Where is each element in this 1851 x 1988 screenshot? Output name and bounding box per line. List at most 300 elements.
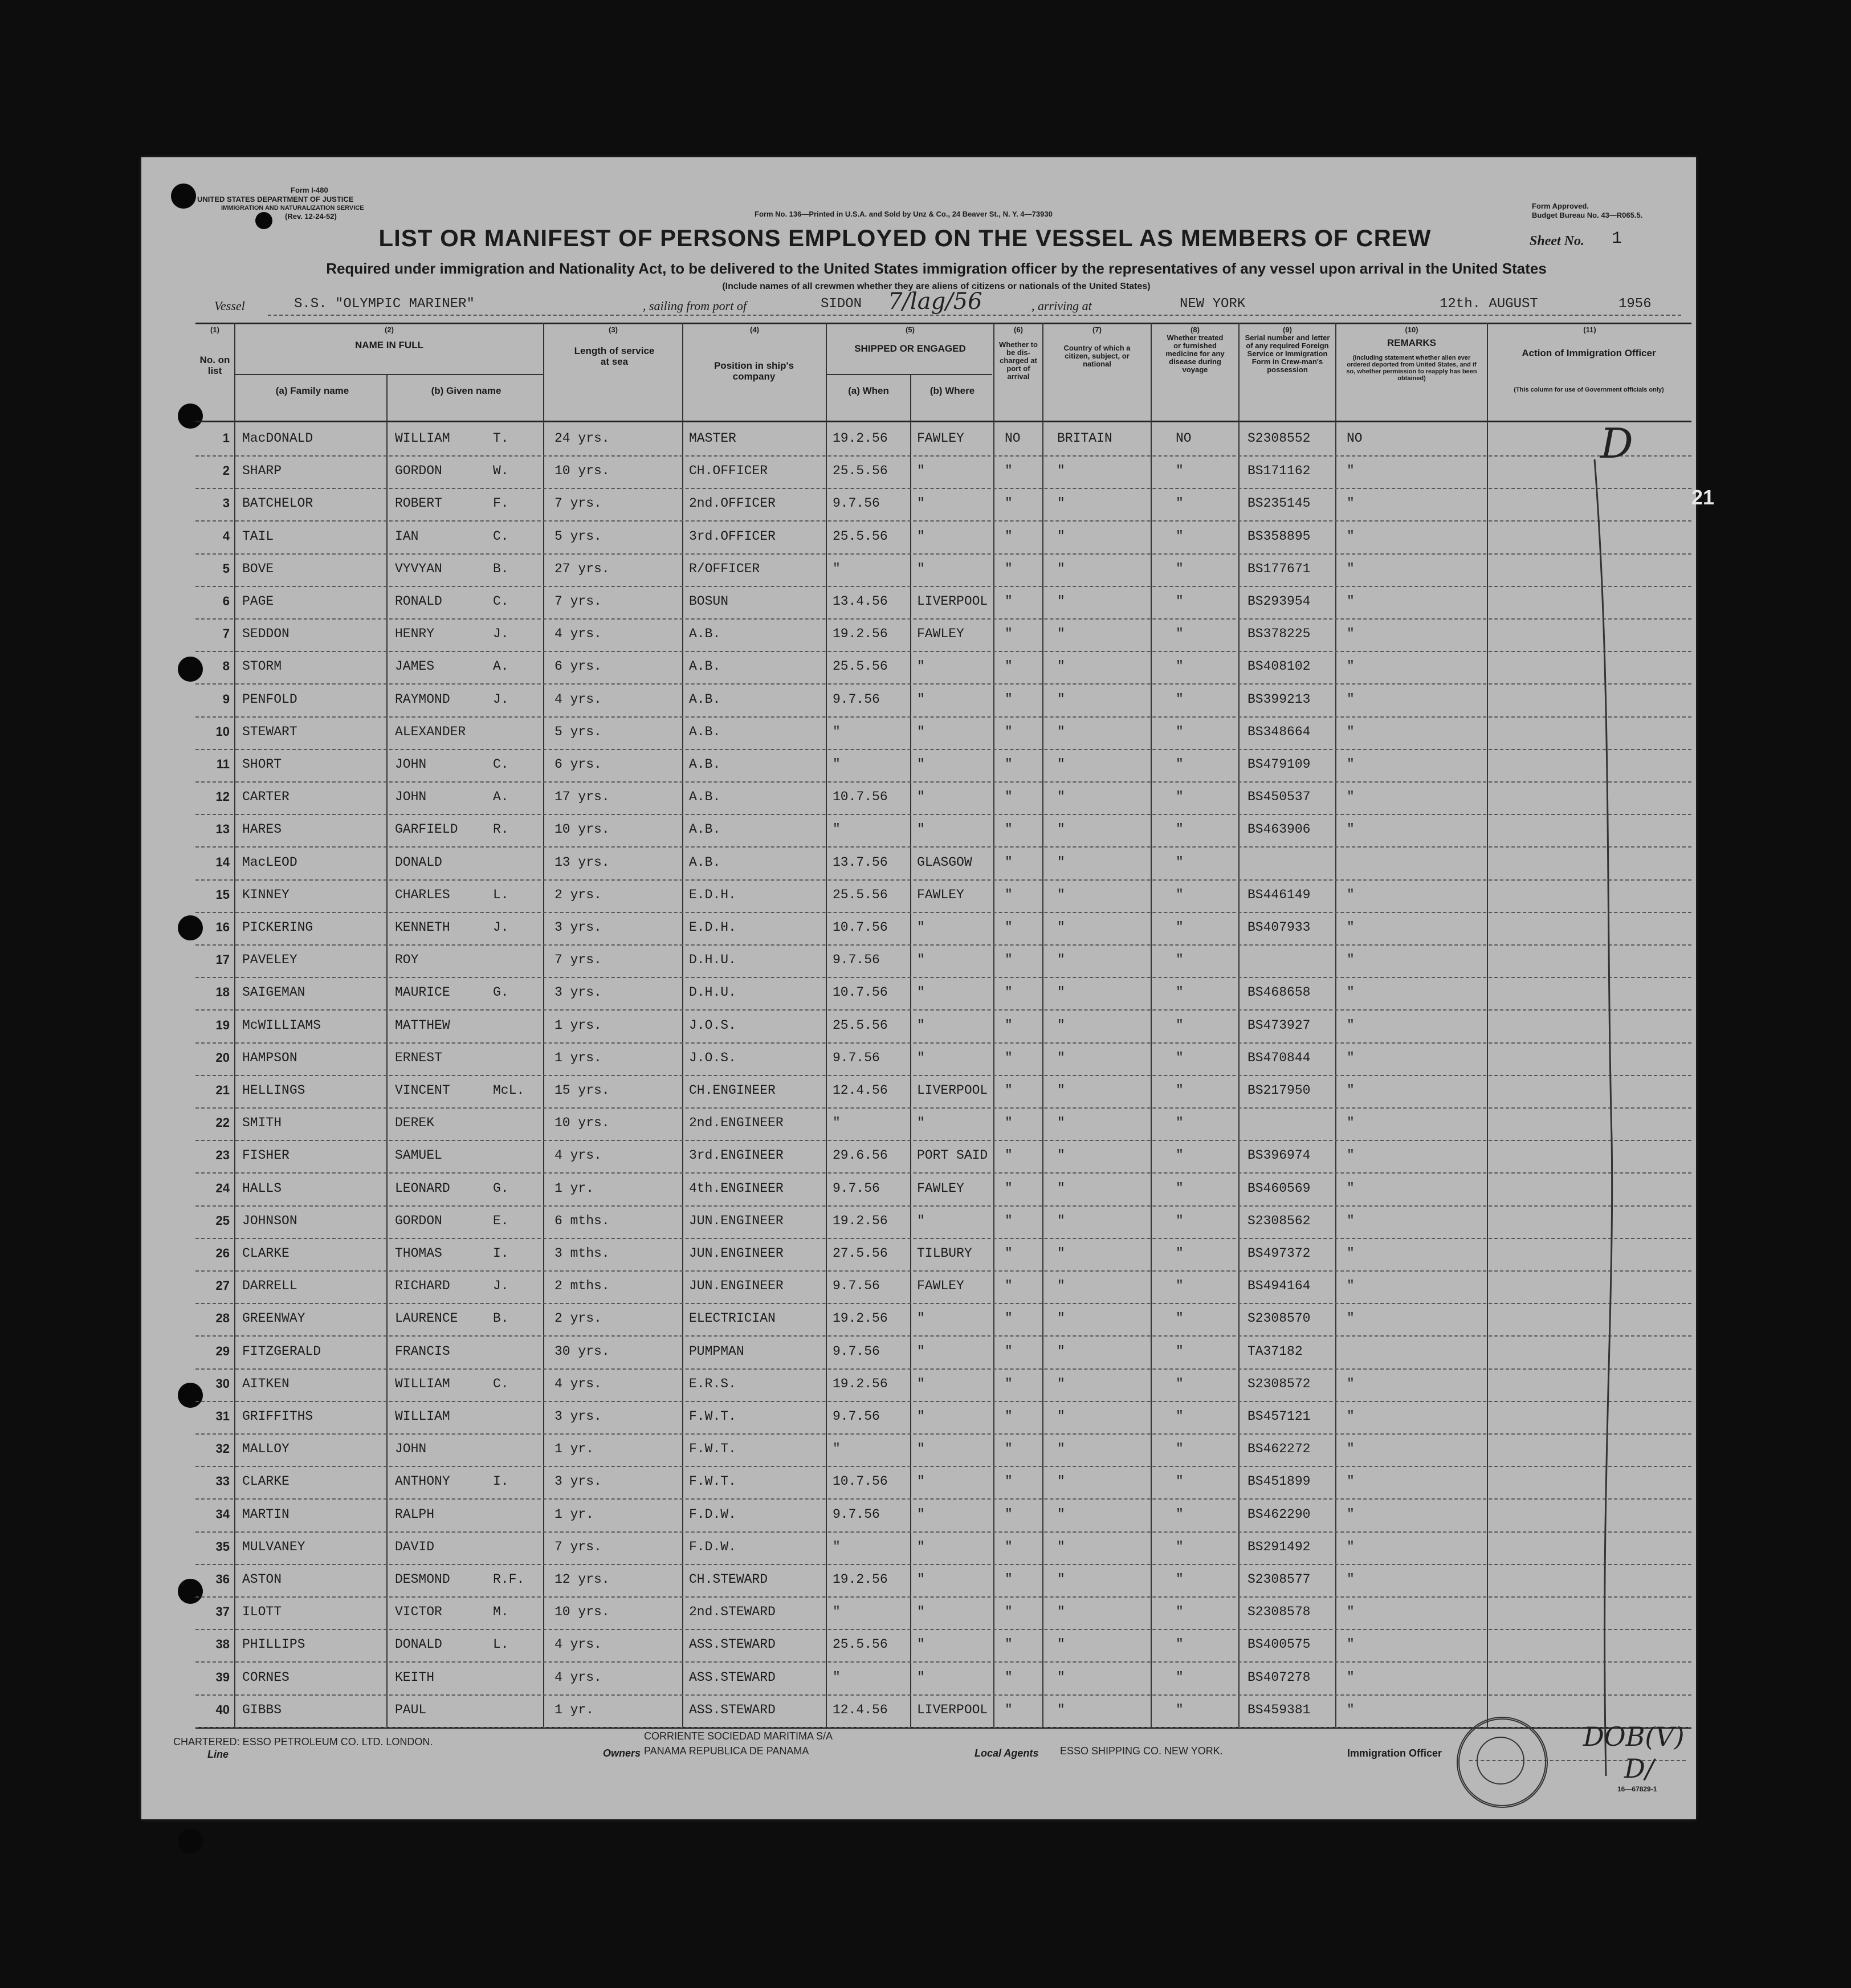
ship-position: D.H.U. <box>689 952 736 968</box>
service-length: 4 yrs. <box>555 1637 602 1652</box>
col9-number: (9) <box>1283 325 1292 334</box>
ship-position: F.D.W. <box>689 1539 736 1554</box>
engaged-where: " <box>917 1343 925 1359</box>
service-length: 3 mths. <box>555 1246 610 1261</box>
service-length: 1 yr. <box>555 1506 594 1522</box>
given-name: GORDON <box>395 1213 442 1228</box>
col1-header: No. on list <box>199 355 230 376</box>
family-name: FITZGERALD <box>242 1343 321 1359</box>
country: " <box>1057 659 1065 674</box>
sheet-number: 1 <box>1612 229 1622 248</box>
serial-number: BS462272 <box>1247 1441 1311 1457</box>
initial: I. <box>493 1474 509 1489</box>
row-number: 33 <box>215 1474 230 1489</box>
row-number: 2 <box>222 463 230 478</box>
row-number: 1 <box>222 431 230 445</box>
serial-number: BS463906 <box>1247 822 1311 837</box>
family-name: GRIFFITHS <box>242 1409 313 1424</box>
serial-number: BS407933 <box>1247 920 1311 935</box>
table-row <box>195 651 1691 685</box>
discharge-status: " <box>1005 594 1013 609</box>
engaged-when: " <box>833 1115 841 1131</box>
family-name: ILOTT <box>242 1604 282 1620</box>
given-name: RAYMOND <box>395 691 450 707</box>
table-row <box>195 1238 1691 1272</box>
initial: J. <box>493 920 509 935</box>
country: " <box>1057 1669 1065 1685</box>
service-length: 10 yrs. <box>555 1115 610 1131</box>
given-name: MAURICE <box>395 985 450 1000</box>
service-length: 1 yrs. <box>555 1017 602 1033</box>
remarks: " <box>1347 1050 1355 1065</box>
given-name: HENRY <box>395 626 435 642</box>
given-name: JOHN <box>395 1441 427 1457</box>
ship-position: 2nd.ENGINEER <box>689 1115 784 1131</box>
country: " <box>1057 985 1065 1000</box>
col9-header: Serial number and letter of any required Foreign Service or Immigration Form in Crew-man's possession <box>1245 333 1330 374</box>
remarks: " <box>1347 594 1355 609</box>
row-number: 6 <box>222 594 230 608</box>
engaged-when: 19.2.56 <box>833 1376 888 1391</box>
sailing-label: , sailing from port of <box>643 299 747 313</box>
family-name: MacLEOD <box>242 854 297 870</box>
family-name: AITKEN <box>242 1376 290 1391</box>
remarks: " <box>1347 1474 1355 1489</box>
serial-number: BS494164 <box>1247 1278 1311 1294</box>
medicine-status: " <box>1176 1050 1184 1065</box>
remarks: " <box>1347 496 1355 511</box>
agents-label: Local Agents <box>975 1747 1039 1759</box>
table-row <box>195 1466 1691 1500</box>
engaged-when: 19.2.56 <box>833 1311 888 1326</box>
country: " <box>1057 463 1065 479</box>
given-name: DESMOND <box>395 1572 450 1587</box>
discharge-status: " <box>1005 1637 1013 1652</box>
given-name: JAMES <box>395 659 435 674</box>
row-number: 35 <box>215 1539 230 1554</box>
medicine-status: NO <box>1176 431 1192 446</box>
service-length: 1 yrs. <box>555 1050 602 1065</box>
initial: C. <box>493 594 509 609</box>
family-name: PAVELEY <box>242 952 297 968</box>
ship-position: MASTER <box>689 431 736 446</box>
engaged-where: " <box>917 822 925 837</box>
engaged-when: 9.7.56 <box>833 691 880 707</box>
table-row <box>195 455 1691 489</box>
country: " <box>1057 1180 1065 1196</box>
service-length: 12 yrs. <box>555 1572 610 1587</box>
serial-number: BS479109 <box>1247 757 1311 772</box>
country: " <box>1057 789 1065 805</box>
family-name: MULVANEY <box>242 1539 305 1554</box>
table-row <box>195 977 1691 1011</box>
service-length: 7 yrs. <box>555 496 602 511</box>
serial-number: BS408102 <box>1247 659 1311 674</box>
country: " <box>1057 1343 1065 1359</box>
table-row <box>195 521 1691 555</box>
discharge-status: " <box>1005 1539 1013 1554</box>
engaged-where: TILBURY <box>917 1246 972 1261</box>
medicine-status: " <box>1176 594 1184 609</box>
ship-position: CH.STEWARD <box>689 1572 768 1587</box>
engaged-when: 9.7.56 <box>833 1506 880 1522</box>
engaged-where: " <box>917 920 925 935</box>
discharge-status: " <box>1005 1115 1013 1131</box>
family-name: STORM <box>242 659 282 674</box>
engaged-where: " <box>917 1539 925 1554</box>
handwritten-mark: D <box>1600 419 1633 467</box>
remarks: " <box>1347 724 1355 739</box>
col3-header: Length of service at sea <box>574 345 655 367</box>
discharge-status: " <box>1005 887 1013 902</box>
discharge-status: " <box>1005 1148 1013 1163</box>
remarks: " <box>1347 1148 1355 1163</box>
punch-hole <box>171 184 196 209</box>
ship-position: ASS.STEWARD <box>689 1702 776 1717</box>
given-name: RICHARD <box>395 1278 450 1294</box>
discharge-status: " <box>1005 1409 1013 1424</box>
discharge-status: " <box>1005 1669 1013 1685</box>
serial-number: BS348664 <box>1247 724 1311 739</box>
sheet-label: Sheet No. <box>1530 234 1584 248</box>
service-length: 4 yrs. <box>555 1376 602 1391</box>
table-row <box>195 618 1691 652</box>
arriving-port: NEW YORK <box>1180 296 1246 312</box>
serial-number: BS171162 <box>1247 463 1311 479</box>
engaged-where: " <box>917 1409 925 1424</box>
given-name: VYVYAN <box>395 561 442 576</box>
initial: B. <box>493 1311 509 1326</box>
col3-number: (3) <box>609 325 618 334</box>
country: " <box>1057 496 1065 511</box>
header-bottom-border <box>195 421 1691 422</box>
col7-header: Country of which a citizen, subject, or national <box>1063 344 1131 368</box>
country: " <box>1057 1604 1065 1620</box>
engaged-when: " <box>833 1669 841 1685</box>
vessel-label: Vessel <box>214 299 245 313</box>
table-row <box>195 423 1691 457</box>
medicine-status: " <box>1176 1376 1184 1391</box>
engaged-where: " <box>917 789 925 805</box>
country: " <box>1057 1376 1065 1391</box>
given-name: GORDON <box>395 463 442 479</box>
service-length: 4 yrs. <box>555 1669 602 1685</box>
medicine-status: " <box>1176 1702 1184 1717</box>
row-number: 18 <box>215 985 230 1000</box>
row-number: 11 <box>216 757 230 771</box>
service-length: 4 yrs. <box>555 626 602 642</box>
medicine-status: " <box>1176 1409 1184 1424</box>
table-row <box>195 553 1691 587</box>
shipped-subheader-line <box>827 374 992 375</box>
col5b-header: (b) Where <box>929 385 975 396</box>
remarks: " <box>1347 1506 1355 1522</box>
given-name: ROBERT <box>395 496 442 511</box>
engaged-where: FAWLEY <box>917 1278 964 1294</box>
arriving-label: , arriving at <box>1031 299 1092 313</box>
medicine-status: " <box>1176 626 1184 642</box>
given-name: RONALD <box>395 594 442 609</box>
ship-position: F.W.T. <box>689 1409 736 1424</box>
discharge-status: " <box>1005 1702 1013 1717</box>
family-name: McWILLIAMS <box>242 1017 321 1033</box>
service-length: 10 yrs. <box>555 1604 610 1620</box>
medicine-status: " <box>1176 1572 1184 1587</box>
engaged-where: " <box>917 985 925 1000</box>
medicine-status: " <box>1176 659 1184 674</box>
table-row <box>195 684 1691 718</box>
name-subheader-line <box>235 374 543 375</box>
initial: G. <box>493 1180 509 1196</box>
engaged-where: " <box>917 952 925 968</box>
initial: F. <box>493 496 509 511</box>
engaged-when: 19.2.56 <box>833 1572 888 1587</box>
serial-number: S2308552 <box>1247 431 1311 446</box>
country: " <box>1057 1050 1065 1065</box>
discharge-status: " <box>1005 757 1013 772</box>
medicine-status: " <box>1176 1246 1184 1261</box>
country: " <box>1057 1441 1065 1457</box>
ship-position: 3rd.ENGINEER <box>689 1148 784 1163</box>
given-name: FRANCIS <box>395 1343 450 1359</box>
row-number: 38 <box>215 1637 230 1652</box>
table-row <box>195 1368 1691 1402</box>
medicine-status: " <box>1176 1343 1184 1359</box>
ship-position: F.W.T. <box>689 1441 736 1457</box>
remarks: " <box>1347 1180 1355 1196</box>
family-name: KINNEY <box>242 887 290 902</box>
initial: C. <box>493 528 509 544</box>
row-number: 13 <box>215 822 230 837</box>
table-row <box>195 1499 1691 1533</box>
engaged-when: 25.5.56 <box>833 887 888 902</box>
country: " <box>1057 1702 1065 1717</box>
engaged-where: LIVERPOOL <box>917 1083 988 1098</box>
row-number: 23 <box>215 1148 230 1163</box>
table-row <box>195 1303 1691 1337</box>
ship-position: CH.OFFICER <box>689 463 768 479</box>
discharge-status: " <box>1005 496 1013 511</box>
page-title: LIST OR MANIFEST OF PERSONS EMPLOYED ON THE VESSEL AS MEMBERS OF CREW <box>378 225 1432 251</box>
col4-header: Position in ship's company <box>714 360 794 382</box>
country: " <box>1057 1539 1065 1554</box>
engaged-when: 9.7.56 <box>833 1343 880 1359</box>
ship-position: A.B. <box>689 822 721 837</box>
given-name: KENNETH <box>395 920 450 935</box>
col1-number: (1) <box>210 325 219 334</box>
ship-position: E.D.H. <box>689 920 736 935</box>
country: " <box>1057 724 1065 739</box>
given-name: PAUL <box>395 1702 427 1717</box>
discharge-status: " <box>1005 1050 1013 1065</box>
initial: R.F. <box>493 1572 525 1587</box>
discharge-status: " <box>1005 1278 1013 1294</box>
row-number: 21 <box>215 1083 230 1097</box>
discharge-status: " <box>1005 920 1013 935</box>
medicine-status: " <box>1176 1278 1184 1294</box>
service-length: 3 yrs. <box>555 920 602 935</box>
ship-position: A.B. <box>689 626 721 642</box>
medicine-status: " <box>1176 887 1184 902</box>
serial-number: BS460569 <box>1247 1180 1311 1196</box>
engaged-when: 9.7.56 <box>833 1278 880 1294</box>
given-name: WILLIAM <box>395 431 450 446</box>
engaged-where: " <box>917 659 925 674</box>
engaged-when: 9.7.56 <box>833 952 880 968</box>
vessel-name: S.S. "OLYMPIC MARINER" <box>294 296 475 312</box>
serial-number: S2308562 <box>1247 1213 1311 1228</box>
form-approved: Form Approved. <box>1532 202 1589 210</box>
engaged-where: FAWLEY <box>917 1180 964 1196</box>
service-length: 1 yr. <box>555 1180 594 1196</box>
medicine-status: " <box>1176 1474 1184 1489</box>
service-length: 3 yrs. <box>555 1474 602 1489</box>
engaged-where: LIVERPOOL <box>917 1702 988 1717</box>
medicine-status: " <box>1176 1441 1184 1457</box>
discharge-status: " <box>1005 952 1013 968</box>
discharge-status: " <box>1005 822 1013 837</box>
form-id: Form I-480 <box>291 186 328 194</box>
discharge-status: " <box>1005 789 1013 805</box>
row-number: 12 <box>215 789 230 804</box>
ship-position: J.O.S. <box>689 1017 736 1033</box>
serial-number: BS235145 <box>1247 496 1311 511</box>
engaged-where: " <box>917 1572 925 1587</box>
remarks: " <box>1347 1115 1355 1131</box>
remarks: " <box>1347 1278 1355 1294</box>
subtitle: Required under immigration and Nationality Act, to be delivered to the United States immigration officer by the representatives of any vessel upon arrival in the United States <box>326 260 1547 277</box>
ship-position: 2nd.OFFICER <box>689 496 776 511</box>
country: " <box>1057 1474 1065 1489</box>
medicine-status: " <box>1176 952 1184 968</box>
row-number: 16 <box>215 920 230 934</box>
serial-number: BS177671 <box>1247 561 1311 576</box>
serial-number: BS497372 <box>1247 1246 1311 1261</box>
initial: A. <box>493 789 509 805</box>
medicine-status: " <box>1176 463 1184 479</box>
serial-number: BS358895 <box>1247 528 1311 544</box>
remarks: " <box>1347 920 1355 935</box>
row-number: 20 <box>215 1050 230 1065</box>
medicine-status: " <box>1176 1115 1184 1131</box>
table-row <box>195 879 1691 913</box>
col7-number: (7) <box>1092 325 1102 334</box>
engaged-when: 19.2.56 <box>833 431 888 446</box>
table-row <box>195 1336 1691 1370</box>
table-top-border <box>195 323 1691 324</box>
remarks: " <box>1347 757 1355 772</box>
given-name: THOMAS <box>395 1246 442 1261</box>
ship-position: 3rd.OFFICER <box>689 528 776 544</box>
service-length: 30 yrs. <box>555 1343 610 1359</box>
remarks: " <box>1347 1441 1355 1457</box>
family-name: CARTER <box>242 789 290 805</box>
arrival-date: 12th. AUGUST <box>1440 296 1538 312</box>
serial-number: BS217950 <box>1247 1083 1311 1098</box>
given-name: CHARLES <box>395 887 450 902</box>
initial: B. <box>493 561 509 576</box>
engaged-when: 25.5.56 <box>833 659 888 674</box>
service-length: 3 yrs. <box>555 985 602 1000</box>
handwritten-bracket-line <box>1589 454 1623 1782</box>
country: " <box>1057 757 1065 772</box>
printer-note: Form No. 136—Printed in U.S.A. and Sold by Unz & Co., 24 Beaver St., N. Y. 4—73930 <box>755 210 1053 218</box>
given-name: VICTOR <box>395 1604 442 1620</box>
engaged-where: " <box>917 1050 925 1065</box>
table-row <box>195 1075 1691 1109</box>
service-length: 6 yrs. <box>555 659 602 674</box>
engaged-when: 25.5.56 <box>833 463 888 479</box>
given-name: GARFIELD <box>395 822 458 837</box>
medicine-status: " <box>1176 985 1184 1000</box>
family-name: GIBBS <box>242 1702 282 1717</box>
country: " <box>1057 1083 1065 1098</box>
given-name: DONALD <box>395 854 442 870</box>
serial-number: BS378225 <box>1247 626 1311 642</box>
engaged-when: " <box>833 1441 841 1457</box>
row-number: 26 <box>215 1246 230 1260</box>
discharge-status: " <box>1005 1213 1013 1228</box>
ship-position: A.B. <box>689 757 721 772</box>
table-row <box>195 1629 1691 1663</box>
engaged-where: " <box>917 496 925 511</box>
service-length: 2 yrs. <box>555 1311 602 1326</box>
serial-number: BS468658 <box>1247 985 1311 1000</box>
ship-position: A.B. <box>689 659 721 674</box>
serial-number: S2308577 <box>1247 1572 1311 1587</box>
ship-position: E.D.H. <box>689 887 736 902</box>
budget-bureau: Budget Bureau No. 43—R065.5. <box>1532 211 1643 219</box>
medicine-status: " <box>1176 1539 1184 1554</box>
row-number: 39 <box>215 1669 230 1684</box>
discharge-status: " <box>1005 463 1013 479</box>
row-number: 9 <box>222 691 230 706</box>
table-row <box>195 1173 1691 1207</box>
remarks: " <box>1347 1539 1355 1554</box>
table-row <box>195 944 1691 978</box>
initial: C. <box>493 1376 509 1391</box>
country: " <box>1057 528 1065 544</box>
handwritten-note: DOB(V) <box>1583 1721 1685 1752</box>
serial-number: S2308572 <box>1247 1376 1311 1391</box>
engaged-where: " <box>917 1017 925 1033</box>
discharge-status: " <box>1005 854 1013 870</box>
engaged-where: " <box>917 691 925 707</box>
medicine-status: " <box>1176 691 1184 707</box>
given-name: VINCENT <box>395 1083 450 1098</box>
given-name: LEONARD <box>395 1180 450 1196</box>
medicine-status: " <box>1176 1311 1184 1326</box>
col2a-header: (a) Family name <box>275 385 349 396</box>
ship-position: 4th.ENGINEER <box>689 1180 784 1196</box>
initial: C. <box>493 757 509 772</box>
service-length: 10 yrs. <box>555 822 610 837</box>
country: " <box>1057 822 1065 837</box>
engaged-when: 10.7.56 <box>833 789 888 805</box>
service-length: 7 yrs. <box>555 594 602 609</box>
engaged-when: " <box>833 724 841 739</box>
service-length: 15 yrs. <box>555 1083 610 1098</box>
discharge-status: " <box>1005 1017 1013 1033</box>
owners-line2: PANAMA REPUBLICA DE PANAMA <box>644 1745 809 1757</box>
service-length: 4 yrs. <box>555 691 602 707</box>
ship-position: A.B. <box>689 691 721 707</box>
service-length: 6 mths. <box>555 1213 610 1228</box>
given-name: DONALD <box>395 1637 442 1652</box>
country: " <box>1057 691 1065 707</box>
remarks: " <box>1347 1409 1355 1424</box>
ship-position: J.O.S. <box>689 1050 736 1065</box>
